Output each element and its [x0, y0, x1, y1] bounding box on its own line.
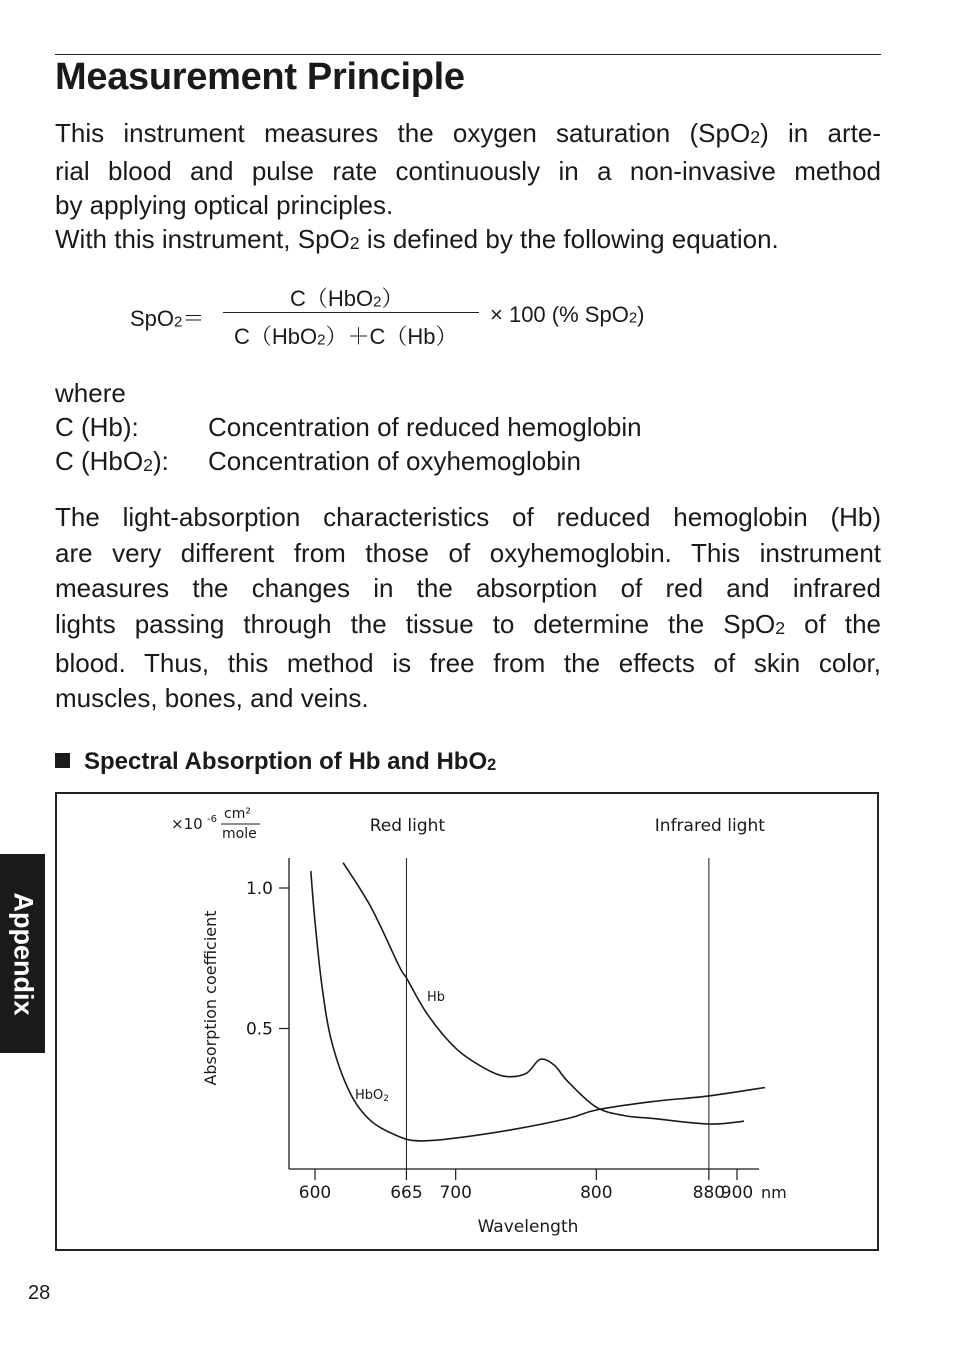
spectral-absorption-chart [55, 792, 879, 1251]
intro-line-3: by applying optical principles. [55, 189, 394, 220]
y-tick-label: 0.5 [245, 1019, 273, 1040]
x-tick-label: 600 [298, 1183, 332, 1203]
appendix-tab-label: Appendix [8, 891, 38, 1016]
series-line-hb [343, 863, 744, 1124]
appendix-tab[interactable] [0, 854, 45, 1053]
x-tick-label: 800 [580, 1183, 613, 1203]
fraction-bar [223, 312, 479, 313]
intro-line-1: This instrument measures the oxygen saturation (SpO$_2$) in arte- [55, 118, 881, 148]
body-line-3: measures the changes in the absorption of red and infrared [55, 573, 881, 603]
intro-line-4: With this instrument, SpO$_2$ is defined by the following equation. [55, 223, 779, 254]
x-tick-label: 665 [390, 1183, 423, 1203]
wavelength-marker-label: Red light [369, 816, 446, 836]
body-line-4: lights passing through the tissue to determine the SpO$_2$ of the [55, 608, 881, 639]
y-unit-label [171, 806, 260, 842]
y-unit-denominator: mole [222, 826, 257, 842]
x-tick-label: 880 [692, 1183, 726, 1203]
page-title: Measurement Principle [55, 56, 465, 98]
chart-series [311, 863, 765, 1141]
body-line-6: muscles, bones, and veins. [55, 683, 369, 714]
hb-description: Concentration of reduced hemoglobin [208, 412, 642, 442]
equation-denominator: C（HbO$_2$）＋C（Hb） [234, 324, 458, 349]
hbo2-term: C (HbO$_2$): [55, 446, 169, 476]
x-tick-label: 900 [720, 1183, 754, 1203]
page-number: 28 [28, 1282, 51, 1304]
body-line-1: The light-absorption characteristics of reduced hemoglobin (Hb) [55, 502, 881, 532]
body-line-2: are very different from those of oxyhemoglobin. This instrument [55, 537, 881, 568]
x-axis-unit: nm [761, 1183, 787, 1202]
y-unit-numerator: cm² [224, 806, 251, 822]
series-label-subscript: 2 [383, 1094, 389, 1104]
body-line-5: blood. Thus, this method is free from the effects of skin color, [55, 647, 881, 678]
equation-rhs: × 100 (% SpO$_2$) [490, 302, 645, 327]
y-unit-prefix: ×10 [171, 815, 203, 833]
wavelength-marker-label: Infrared light [654, 816, 765, 836]
chart-axes [246, 858, 759, 1203]
y-axis-label: Absorption coefficient [201, 910, 220, 1086]
series-label: HbO2 [355, 1088, 389, 1104]
where-label: where [55, 378, 126, 408]
section-heading: Spectral Absorption of Hb and HbO$_2$ [55, 748, 496, 776]
hb-term: C (Hb): [55, 412, 139, 442]
hbo2-description: Concentration of oxyhemoglobin [208, 446, 581, 476]
series-label: Hb [427, 990, 446, 1005]
x-axis-label: Wavelength [477, 1217, 579, 1237]
body-paragraph [55, 500, 881, 717]
chart-svg [57, 794, 877, 1249]
top-rule [55, 54, 881, 55]
intro-paragraph [55, 116, 881, 260]
x-tick-label: 700 [439, 1183, 472, 1203]
equation-lhs: SpO$_2$＝ [130, 306, 205, 331]
square-bullet-icon [55, 753, 70, 768]
y-unit-exponent: -6 [207, 814, 217, 825]
equation-numerator: C（HbO$_2$） [290, 286, 404, 311]
intro-line-2: rial blood and pulse rate continuously in a non-invasive method [55, 155, 881, 186]
y-tick-label: 1.0 [245, 879, 273, 899]
